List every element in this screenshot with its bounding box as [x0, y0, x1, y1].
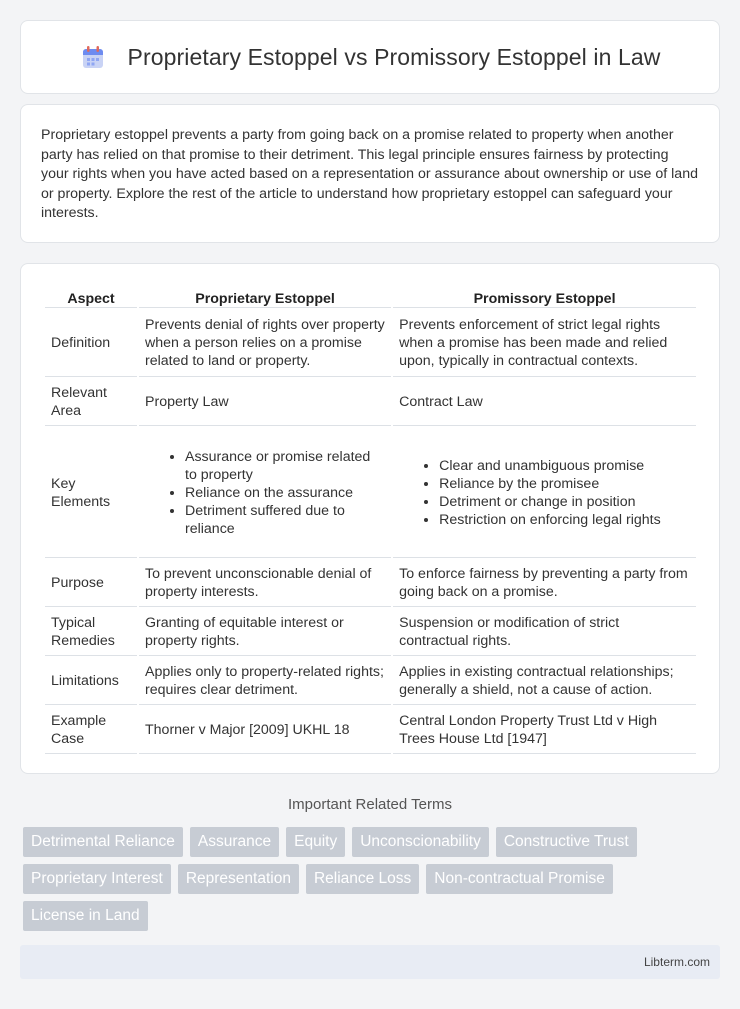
proprietary-cell: To prevent unconscionable denial of property interests. — [139, 560, 391, 607]
table-row — [45, 658, 696, 705]
promissory-elements-list — [439, 457, 690, 529]
table-row — [45, 609, 696, 656]
comparison-table — [43, 283, 698, 756]
related-terms-title: Important Related Terms — [288, 796, 452, 813]
proprietary-cell: Prevents denial of rights over property when a person relies on a promise related to land or property. — [139, 310, 391, 377]
proprietary-elements-list — [185, 448, 385, 538]
related-term-tag[interactable]: Equity — [286, 827, 345, 857]
aspect-cell: Key Elements — [45, 428, 137, 558]
intro-text: Proprietary estoppel prevents a party from going back on a promise related to property when another party has relied on that promise to their detriment. This legal principle ensures fairness by protecting your rights when you have acted based on a representation or assurance about ownership or use of land or property. Explore the rest of the article to understand how proprietary estoppel can safeguard your interests. — [41, 127, 698, 222]
related-term-tag[interactable]: Constructive Trust — [496, 827, 637, 857]
list-item: • Reliance by the promisee — [439, 475, 690, 493]
related-term-tag[interactable]: Unconscionability — [352, 827, 489, 857]
aspect-cell: Limitations — [45, 658, 137, 705]
aspect-cell: Typical Remedies — [45, 609, 137, 656]
promissory-cell: Suspension or modification of strict contractual rights. — [393, 609, 696, 656]
comparison-card — [20, 263, 720, 774]
aspect-cell: Purpose — [45, 560, 137, 607]
table-row — [45, 560, 696, 607]
related-term-tag[interactable]: Reliance Loss — [306, 864, 419, 894]
column-header-aspect: Aspect — [45, 285, 137, 308]
list-item: • Clear and unambiguous promise — [439, 457, 690, 475]
table-header-row — [45, 285, 696, 308]
list-item: • Assurance or promise related to property — [185, 448, 385, 484]
related-term-tag[interactable]: Proprietary Interest — [23, 864, 171, 894]
header-card — [20, 20, 720, 94]
list-item: • Detriment suffered due to reliance — [185, 502, 385, 538]
list-item: • Detriment or change in position — [439, 493, 690, 511]
promissory-cell: Contract Law — [393, 379, 696, 426]
aspect-cell: Relevant Area — [45, 379, 137, 426]
column-header-proprietary: Proprietary Estoppel — [139, 285, 391, 308]
footer — [20, 945, 720, 979]
promissory-cell — [393, 428, 696, 558]
table-row — [45, 310, 696, 377]
table-row — [45, 379, 696, 426]
promissory-cell: Applies in existing contractual relationships; generally a shield, not a cause of action. — [393, 658, 696, 705]
footer-site-link[interactable]: Libterm.com — [643, 955, 710, 969]
list-item: • Restriction on enforcing legal rights — [439, 511, 690, 529]
proprietary-cell: Property Law — [139, 379, 391, 426]
promissory-cell: Central London Property Trust Ltd v High Trees House Ltd [1947] — [393, 707, 696, 754]
page-title: Proprietary Estoppel vs Promissory Estoppel in Law — [127, 43, 661, 70]
related-term-tag[interactable]: Representation — [178, 864, 299, 894]
promissory-cell: Prevents enforcement of strict legal rights when a promise has been made and relied upon, typically in contractual contexts. — [393, 310, 696, 377]
proprietary-cell — [139, 428, 391, 558]
document-icon — [80, 44, 106, 70]
related-term-tag[interactable]: Assurance — [190, 827, 279, 857]
related-term-tag[interactable]: License in Land — [23, 901, 148, 931]
related-terms-list — [23, 827, 713, 931]
promissory-cell: To enforce fairness by preventing a party from going back on a promise. — [393, 560, 696, 607]
aspect-cell: Definition — [45, 310, 137, 377]
table-row — [45, 428, 696, 558]
list-item: • Reliance on the assurance — [185, 484, 385, 502]
proprietary-cell: Thorner v Major [2009] UKHL 18 — [139, 707, 391, 754]
related-term-tag[interactable]: Non-contractual Promise — [426, 864, 613, 894]
aspect-cell: Example Case — [45, 707, 137, 754]
proprietary-cell: Granting of equitable interest or property rights. — [139, 609, 391, 656]
intro-card — [20, 104, 720, 243]
column-header-promissory: Promissory Estoppel — [393, 285, 696, 308]
related-term-tag[interactable]: Detrimental Reliance — [23, 827, 183, 857]
proprietary-cell: Applies only to property-related rights; requires clear detriment. — [139, 658, 391, 705]
table-row — [45, 707, 696, 754]
